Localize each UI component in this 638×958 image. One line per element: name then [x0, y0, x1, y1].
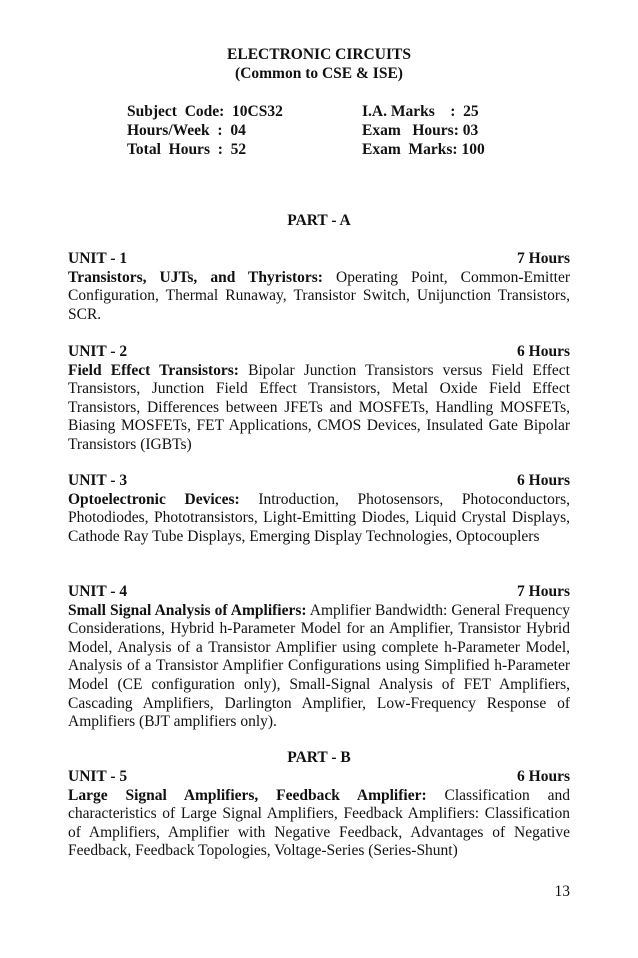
unit-description: [68, 787, 570, 861]
unit-hours: 6 Hours: [517, 472, 570, 489]
unit-hours: 7 Hours: [517, 583, 570, 600]
unit-5: [68, 768, 570, 861]
unit-title: Transistors, UJTs, and Thyristors:: [68, 268, 323, 286]
part-a-heading: PART - A: [287, 212, 351, 229]
part-b-heading: PART - B: [287, 749, 351, 766]
unit-description: [68, 602, 570, 732]
unit-label: UNIT - 5: [68, 768, 128, 785]
course-meta-left: [127, 102, 283, 159]
unit-topics: Amplifier Bandwidth: General Frequency Considerations, Hybrid h-Parameter Model for an Amplifier, Transistor Hybrid Model, Analysis of a Transistor Amplifier using complete h-Parameter Model, Analysis of a Transistor Amplifier Configurations using Simplified h-Parameter Model (CE configuration only), Small-Signal Analysis of FET Amplifiers, Cascading Amplifiers, Darlington Amplifier, Low-Frequency Response of Amplifiers (BJT amplifiers only).: [68, 601, 570, 731]
unit-topics: Classification and characteristics of Large Signal Amplifiers, Feedback Amplifiers: Classification of Amplifiers, Amplifier with Negative Feedback, Advantages of Negative Feedback, Feedback Topologies, Voltage-Series (Series-Shunt): [68, 786, 570, 860]
unit-description: [68, 269, 570, 325]
unit-label: UNIT - 2: [68, 343, 128, 360]
unit-title: Field Effect Transistors:: [68, 361, 239, 379]
exam-marks: Exam Marks: 100: [362, 141, 485, 158]
exam-hours: Exam Hours: 03: [362, 122, 479, 139]
page-number: 13: [554, 883, 570, 900]
unit-header: [68, 472, 570, 491]
unit-topics: Introduction, Photosensors, Photoconductors, Photodiodes, Phototransistors, Light-Emitting Diodes, Liquid Crystal Displays, Cathode Ray Tube Displays, Emerging Display Technologies, Optocouplers: [68, 490, 570, 545]
unit-description: [68, 362, 570, 455]
unit-3: [68, 472, 570, 546]
unit-header: [68, 343, 570, 362]
document-subtitle: (Common to CSE & ISE): [235, 65, 403, 82]
document-title: ELECTRONIC CIRCUITS: [227, 46, 411, 63]
unit-topics: Bipolar Junction Transistors versus Field Effect Transistors, Junction Field Effect Transistors, Metal Oxide Field Effect Transistors, Differences between JFETs and MOSFETs, Handling MOSFETs, Biasing MOSFETs, FET Applications, CMOS Devices, Insulated Gate Bipolar Transistors (IGBTs): [68, 361, 570, 453]
total-hours: Total Hours : 52: [127, 141, 247, 158]
course-meta-right: [362, 102, 485, 159]
unit-description: [68, 491, 570, 547]
subject-code: Subject Code: 10CS32: [127, 103, 283, 120]
hours-per-week: Hours/Week : 04: [127, 122, 246, 139]
unit-header: [68, 768, 570, 787]
unit-header: [68, 583, 570, 602]
unit-hours: 6 Hours: [517, 768, 570, 785]
unit-title: Small Signal Analysis of Amplifiers:: [68, 601, 307, 619]
unit-hours: 7 Hours: [517, 250, 570, 267]
unit-2: [68, 343, 570, 455]
unit-4: [68, 583, 570, 732]
ia-marks: I.A. Marks : 25: [362, 103, 479, 120]
unit-1: [68, 250, 570, 324]
unit-title: Optoelectronic Devices:: [68, 490, 240, 508]
unit-topics: Operating Point, Common-Emitter Configuration, Thermal Runaway, Transistor Switch, Unijunction Transistors, SCR.: [68, 268, 570, 323]
unit-label: UNIT - 1: [68, 250, 128, 267]
unit-label: UNIT - 4: [68, 583, 128, 600]
unit-header: [68, 250, 570, 269]
unit-hours: 6 Hours: [517, 343, 570, 360]
unit-title: Large Signal Amplifiers, Feedback Amplifier:: [68, 786, 427, 804]
unit-label: UNIT - 3: [68, 472, 128, 489]
